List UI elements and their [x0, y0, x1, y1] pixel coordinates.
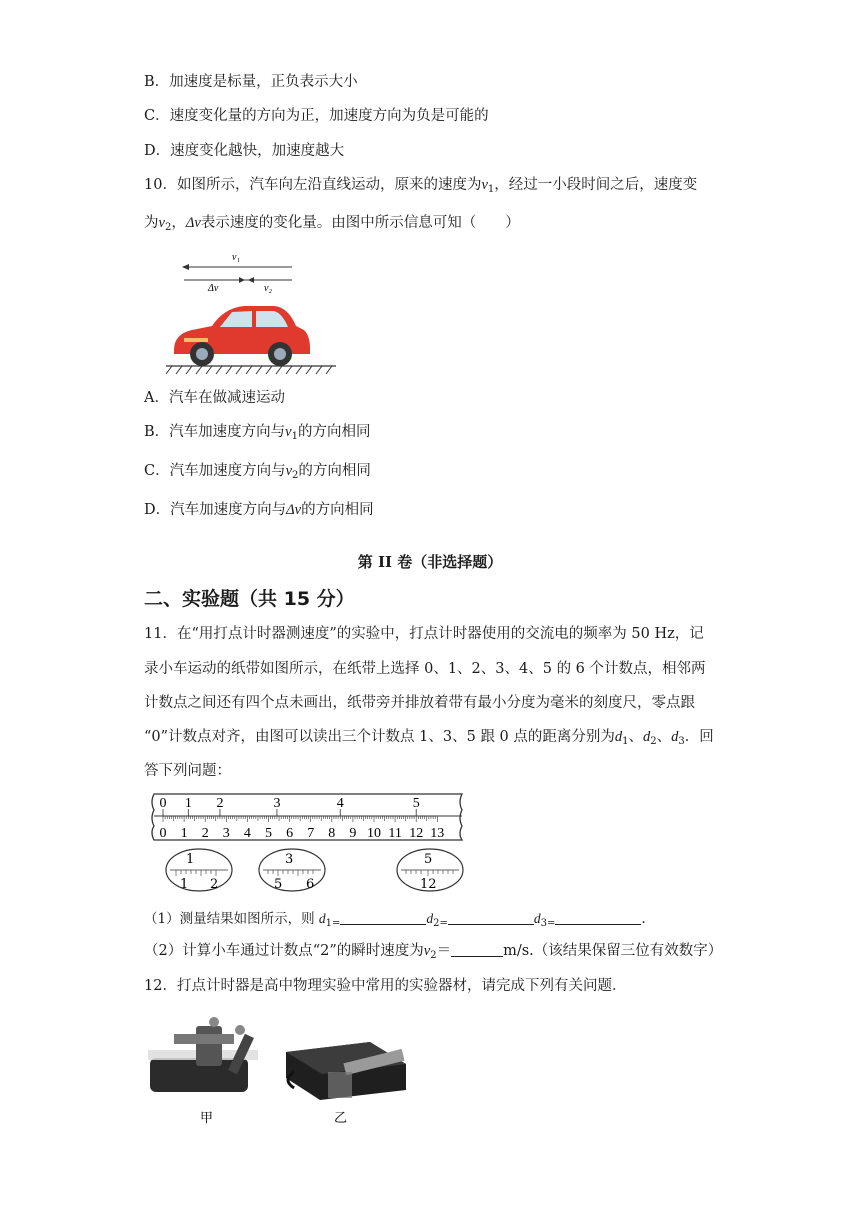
tape-point-label: 4: [336, 796, 344, 811]
ruler-label: 10: [367, 826, 381, 841]
ruler-label: 8: [328, 826, 336, 841]
spark-timer-image: [286, 1042, 406, 1100]
q10-stem-line1: 10．如图所示，汽车向左沿直线运动，原来的速度为$v_1$，经过一小段时间之后，速度变: [144, 177, 698, 195]
electromagnetic-timer-image: [148, 1017, 258, 1092]
car-velocity-figure: [164, 250, 344, 378]
q11-line4: “0”计数点对齐，由图可以读出三个计数点 1、3、5 跟 0 点的距离分别为$d_1$、$d_2$、$d_3$．回: [144, 729, 714, 747]
ruler-label: 2: [201, 826, 209, 841]
fig-v1-label: v₁: [232, 252, 240, 263]
tape-point-label: 3: [273, 796, 281, 811]
car-illustration: [174, 306, 310, 366]
label-jia: 甲: [200, 1111, 214, 1126]
zoom2-top: 3: [285, 852, 294, 867]
tape-ruler-figure: [146, 790, 466, 896]
zoom3-left: 12: [420, 877, 437, 892]
ruler-label: 3: [222, 826, 230, 841]
zoom3-top: 5: [424, 852, 433, 867]
tape-point-label: 2: [216, 796, 224, 811]
zoom2-right: 6: [306, 877, 315, 892]
fig-v2-label: v₂: [264, 283, 272, 294]
q10-option-c: C．汽车加速度方向与$v_2$的方向相同: [144, 463, 371, 481]
tape-point-label: 0: [159, 796, 167, 811]
ground-hatching: [166, 366, 332, 374]
timer-devices-figure: [144, 1012, 414, 1128]
ruler-label: 6: [286, 826, 294, 841]
q12-stem: 12．打点计时器是高中物理实验中常用的实验器材，请完成下列有关问题．: [144, 978, 627, 994]
ruler-label: 4: [243, 826, 251, 841]
q11-line2: 录小车运动的纸带如图所示，在纸带上选择 0、1、2、3、4、5 的 6 个计数点，相邻两: [144, 661, 706, 677]
ruler-label: 13: [430, 826, 445, 841]
d1-answer-blank[interactable]: [340, 910, 426, 925]
q9-option-b: B．加速度是标量，正负表示大小: [144, 74, 358, 90]
ruler-label: 9: [349, 826, 357, 841]
q10-stem-line2: 为$v_2$，Δv表示速度的变化量。由图中所示信息可知（ ）: [144, 215, 520, 233]
q10-option-d: D．汽车加速度方向与Δv的方向相同: [144, 502, 374, 518]
q9-option-c: C．速度变化量的方向为正，加速度方向为负是可能的: [144, 108, 489, 124]
tape-point-label: 5: [412, 796, 420, 811]
section-title: 二、实验题（共 15 分）: [144, 588, 355, 610]
q11-line3: 计数点之间还有四个点未画出，纸带旁并排放着带有最小分度为毫米的刻度尺，零点跟: [144, 695, 695, 711]
ruler-label: 5: [265, 826, 272, 841]
ruler-label: 11: [388, 826, 402, 841]
zoom2-left: 5: [274, 877, 283, 892]
ruler-label: 0: [159, 826, 167, 841]
q11-line5: 答下列问题：: [144, 763, 231, 779]
d2-answer-blank[interactable]: [448, 910, 534, 925]
q10-option-a: A．汽车在做减速运动: [144, 390, 285, 406]
ruler-label: 7: [307, 826, 315, 841]
q9-option-d: D．速度变化越快，加速度越大: [144, 143, 345, 159]
ruler-label: 1: [180, 826, 188, 841]
zoom1-top: 1: [186, 852, 195, 867]
label-yi: 乙: [334, 1111, 348, 1126]
q11-subq2: （2）计算小车通过计数点“2”的瞬时速度为$v_2= m/s$.（该结果保留三位有效数字）: [144, 943, 723, 961]
q11-subq1: （1）测量结果如图所示，则 $d_{1=}$ $d_{2=}$ $d_{3=}$ .: [144, 911, 646, 929]
q10-option-b: B．汽车加速度方向与$v_1$的方向相同: [144, 424, 371, 442]
zoom1-right: 2: [210, 877, 219, 892]
part2-title: 第 II 卷（非选择题）: [357, 553, 503, 571]
d3-answer-blank[interactable]: [555, 910, 641, 925]
tape-point-label: 1: [184, 796, 192, 811]
q11-line1: 11．在“用打点计时器测速度”的实验中，打点计时器使用的交流电的频率为 50 Hz，记: [144, 626, 704, 642]
fig-dv-label: Δv: [208, 283, 219, 294]
ruler-label: 12: [409, 826, 424, 841]
v2-answer-blank[interactable]: [451, 942, 503, 957]
zoom1-left: 1: [180, 877, 189, 892]
